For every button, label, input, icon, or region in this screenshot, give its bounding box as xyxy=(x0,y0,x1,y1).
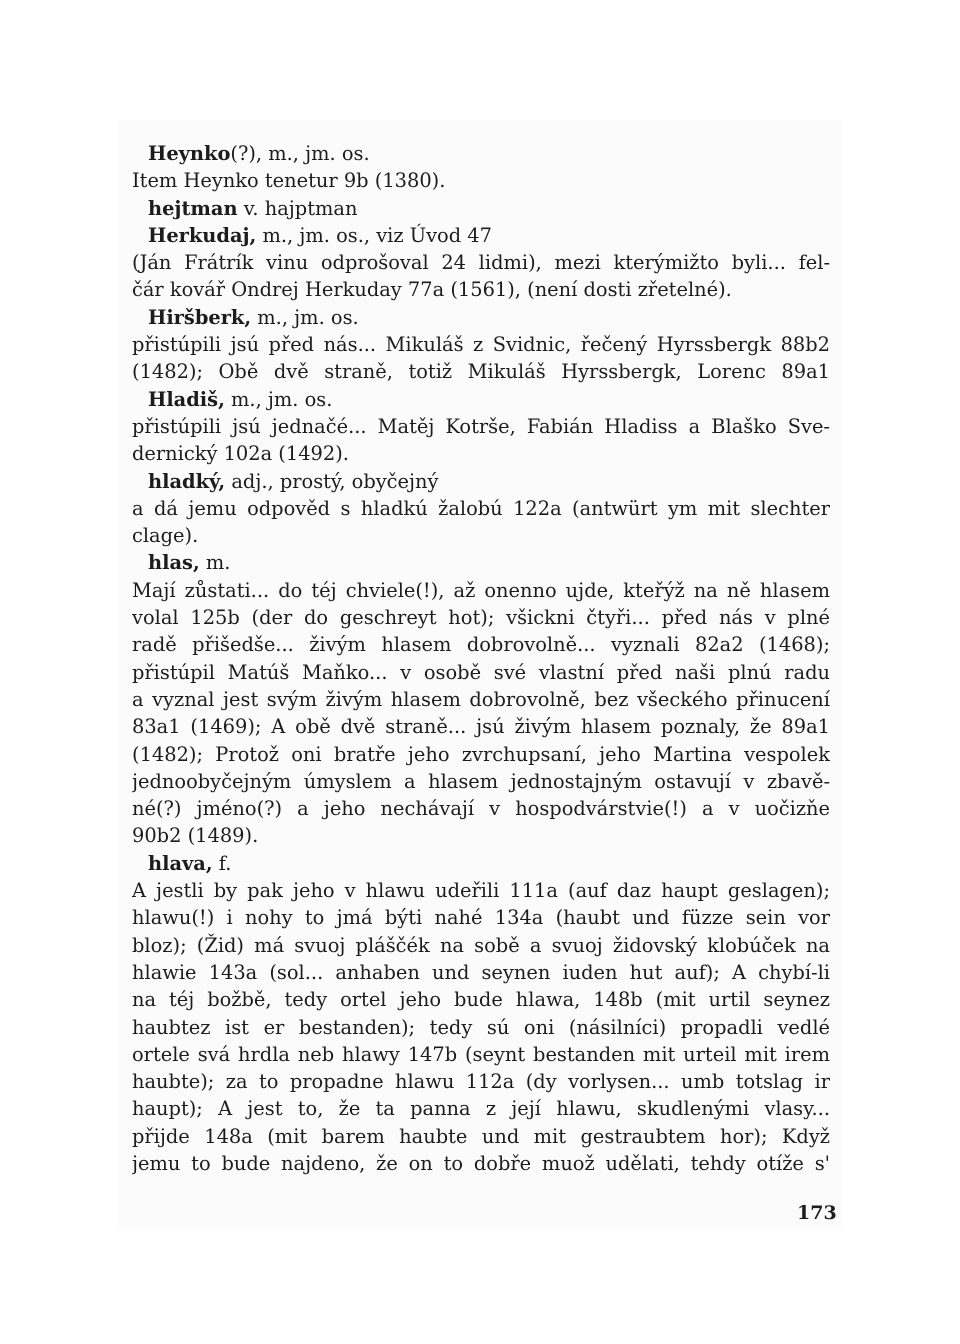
text-line: hlawie 143a (sol... anhaben und seynen iuden hut auf); A chybí-li xyxy=(132,960,830,984)
text-line: 90b2 (1489). xyxy=(132,824,259,848)
entry-heading xyxy=(132,195,830,222)
text-line: dernický 102a (1492). xyxy=(132,442,349,466)
page-number: 173 xyxy=(797,1202,837,1224)
text-line: clage). xyxy=(132,524,199,548)
headword: hlas, xyxy=(148,551,200,575)
text-line: haubte); za to propadne hlawu 112a (dy vorlysen... umb totslag ir xyxy=(132,1070,830,1094)
headword: hlava, xyxy=(148,851,213,875)
grammar: m., jm. os. xyxy=(257,305,359,329)
entry-heading xyxy=(132,222,830,249)
headword: Heynko xyxy=(148,142,231,165)
text-line: (Ján Frátrík vinu odprošoval 24 lidmi), mezi kterýmižto byli... fel- xyxy=(132,251,830,275)
text-line: radě přišedše... živým hlasem dobrovolně... vyznali 82a2 (1468); xyxy=(132,633,830,657)
entry-heading xyxy=(132,386,830,413)
text-line: (1482); Protož oni bratře jeho zvrchupsaní, jeho Martina vespolek xyxy=(132,742,830,766)
text-line: jemu to bude najdeno, že on to dobře muož udělati, tehdy otíže s' xyxy=(132,1151,830,1175)
text-line: přijde 148a (mit barem haubte und mit gestraubtem hor); Když xyxy=(132,1124,830,1148)
text-line: Mají zůstati... do téj chviele(!), až onenno ujde, kteřýž na ně hlasem xyxy=(132,578,830,602)
entry-heading xyxy=(132,549,830,576)
text-line: na téj božbě, tedy ortel jeho bude hlawa, 148b (mit urtil seynez xyxy=(132,988,830,1012)
text-line: ortele svá hrdla neb hlawy 147b (seynt bestanden mit urteil mit irem xyxy=(132,1042,830,1066)
entry-heading xyxy=(132,850,830,877)
dictionary-text xyxy=(132,140,830,1177)
text-line: 83a1 (1469); A obě dvě straně... jsú živým hlasem poznaly, že 89a1 xyxy=(132,715,830,739)
headword: hejtman xyxy=(148,196,238,220)
text-line: haubtez ist er bestanden); tedy sú oni (násilníci) propadli vedlé xyxy=(132,1015,830,1039)
text-line: čár kovář Ondrej Herkuday 77a (1561), (není dosti zřetelné). xyxy=(132,278,732,302)
grammar: v. hajptman xyxy=(243,196,358,220)
entry-heading xyxy=(132,304,830,331)
text-line: jednoobyčejným úmyslem a hlasem jednostajným ostavují v zbavě- xyxy=(132,769,830,793)
grammar: m., jm. os., viz Úvod 47 xyxy=(262,223,492,247)
text-line: bloz); (Žid) má svuoj pláščék na sobě a svuoj židovský klobúček na xyxy=(132,933,830,957)
text-line: přistúpil Matúš Maňko... v osobě své vlastní před naši plnú radu xyxy=(132,660,830,684)
text-line: přistúpili jsú před nás... Mikuláš z Svidnic, řečený Hyrssbergk 88b2 xyxy=(132,333,830,357)
headword: Hladiš, xyxy=(148,387,225,411)
text-line: Item Heynko tenetur 9b (1380). xyxy=(132,169,446,193)
headword: Herkudaj, xyxy=(148,223,257,247)
entry-heading xyxy=(132,468,830,495)
headword: Hiršberk, xyxy=(148,305,252,329)
grammar: f. xyxy=(218,851,232,875)
headword: hladký, xyxy=(148,469,226,493)
entry-heading xyxy=(132,140,830,167)
text-line: přistúpili jsú jednačé... Matěj Kotrše, Fabián Hladiss a Blaško Sve- xyxy=(132,414,830,438)
text-line: a dá jemu odpověd s hladkú žalobú 122a (antwürt ym mit slechter xyxy=(132,496,830,520)
text-line: né(?) jméno(?) a jeho nechávají v hospodvárstvie(!) a v uočizňe xyxy=(132,797,830,821)
text-line: (1482); Obě dvě straně, totiž Mikuláš Hyrssbergk, Lorenc 89a1 xyxy=(132,360,830,384)
text-line: a vyznal jest svým živým hlasem dobrovolně, bez všeckého přinucení xyxy=(132,687,830,711)
grammar: m. xyxy=(205,551,231,575)
text-line: A jestli by pak jeho v hlawu udeřili 111a (auf daz haupt geslagen); xyxy=(132,879,830,903)
grammar: adj., prostý, obyčejný xyxy=(231,469,439,493)
grammar: (?), m., jm. os. xyxy=(230,142,370,165)
grammar: m., jm. os. xyxy=(231,387,333,411)
text-line: hlawu(!) i nohy to jmá býti nahé 134a (haubt und füzze sein vor xyxy=(132,906,830,930)
text-line: haupt); A jest to, že ta panna z její hlawu, skudlenými vlasy... xyxy=(132,1097,830,1121)
text-line: volal 125b (der do geschreyt hot); všickni čtyři... před nás v plné xyxy=(132,606,830,630)
